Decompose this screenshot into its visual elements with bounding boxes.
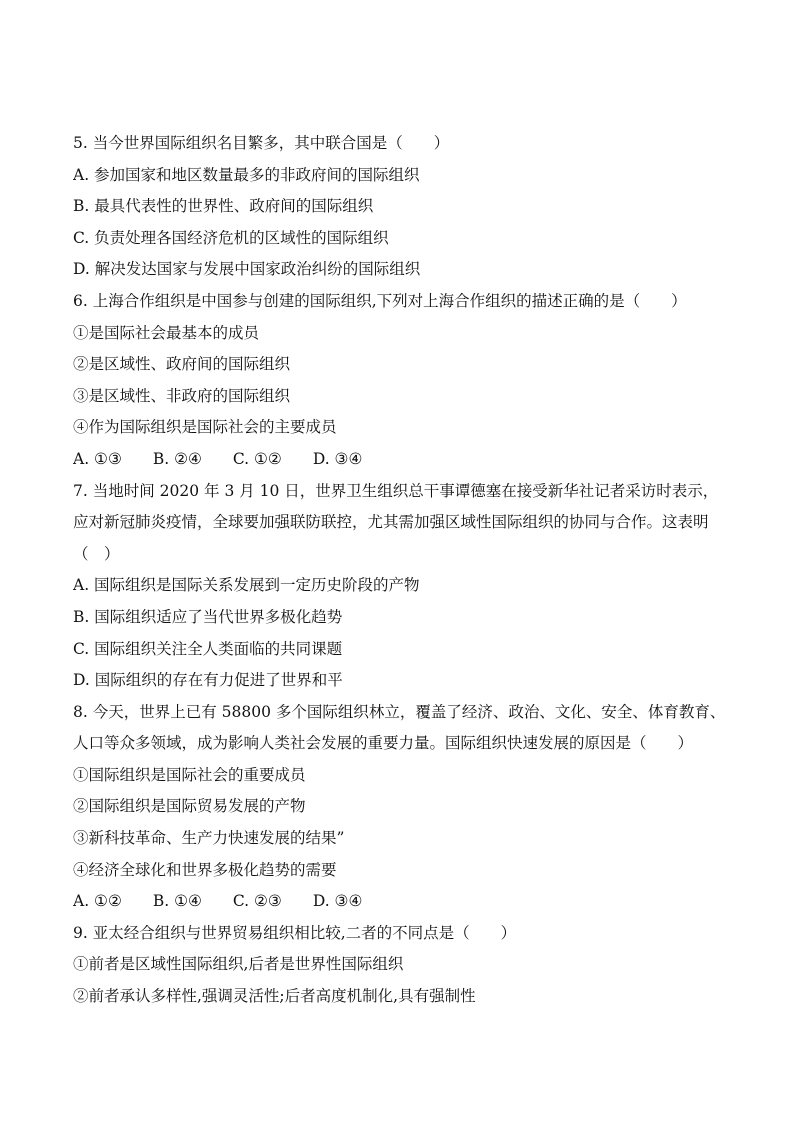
question-stem-blank: （ ） [73,544,120,563]
question-stem: 6. 上海合作组织是中国参与创建的国际组织,下列对上海合作组织的描述正确的是（ ） [73,291,687,310]
question-stem: 8. 今天，世界上已有 58800 多个国际组织林立，覆盖了经济、政治、文化、安全、体育教育、 [73,702,726,721]
statement-4: ④经济全球化和世界多极化趋势的需要 [73,860,337,879]
option-c: C. 负责处理各国经济危机的区域性的国际组织 [73,228,389,247]
statement-1: ①是国际社会最基本的成员 [73,323,260,342]
question-stem-continued: 人口等众多领域，成为影响人类社会发展的重要力量。国际组织快速发展的原因是（ ） [73,734,694,753]
option-a: A. 参加国家和地区数量最多的非政府间的国际组织 [73,165,420,184]
question-list [73,128,733,1013]
answer-options: A. ①② B. ①④ C. ②③ D. ③④ [73,892,363,911]
option-b: B. 最具代表性的世界性、政府间的国际组织 [73,197,374,216]
option-d: D. 解决发达国家与发展中国家政治纠纷的国际组织 [73,260,421,279]
question-stem-continued: 应对新冠肺炎疫情，全球要加强联防联控，尤其需加强区域性国际组织的协同与合作。这表明 [73,513,709,532]
question-6 [73,286,733,476]
question-5 [73,128,733,286]
question-8 [73,697,733,918]
statement-2: ②国际组织是国际贸易发展的产物 [73,797,306,816]
option-d: D. 国际组织的存在有力促进了世界和平 [73,671,343,690]
question-9 [73,918,733,1013]
question-stem: 5. 当今世界国际组织名目繁多，其中联合国是（ ） [73,134,450,152]
option-b: B. 国际组织适应了当代世界多极化趋势 [73,607,343,626]
option-c: C. 国际组织关注全人类面临的共同课题 [73,639,343,658]
statement-1: ①前者是区域性国际组织,后者是世界性国际组织 [73,955,404,974]
statement-4: ④作为国际组织是国际社会的主要成员 [73,418,337,437]
answer-options: A. ①③ B. ②④ C. ①② D. ③④ [73,449,363,468]
statement-3: ③新科技革命、生产力快速发展的结果” [73,829,345,848]
question-stem: 7. 当地时间 2020 年 3 月 10 日，世界卫生组织总干事谭德塞在接受新华社记者采访时表示， [73,481,719,500]
question-7 [73,476,733,697]
statement-2: ②是区域性、政府间的国际组织 [73,355,291,374]
option-a: A. 国际组织是国际关系发展到一定历史阶段的产物 [73,576,420,595]
statement-1: ①国际组织是国际社会的重要成员 [73,765,306,784]
statement-3: ③是区域性、非政府的国际组织 [73,386,291,405]
statement-2: ②前者承认多样性,强调灵活性;后者高度机制化,具有强制性 [73,987,476,1006]
question-stem: 9. 亚太经合组织与世界贸易组织相比较,二者的不同点是（ ） [73,923,517,942]
